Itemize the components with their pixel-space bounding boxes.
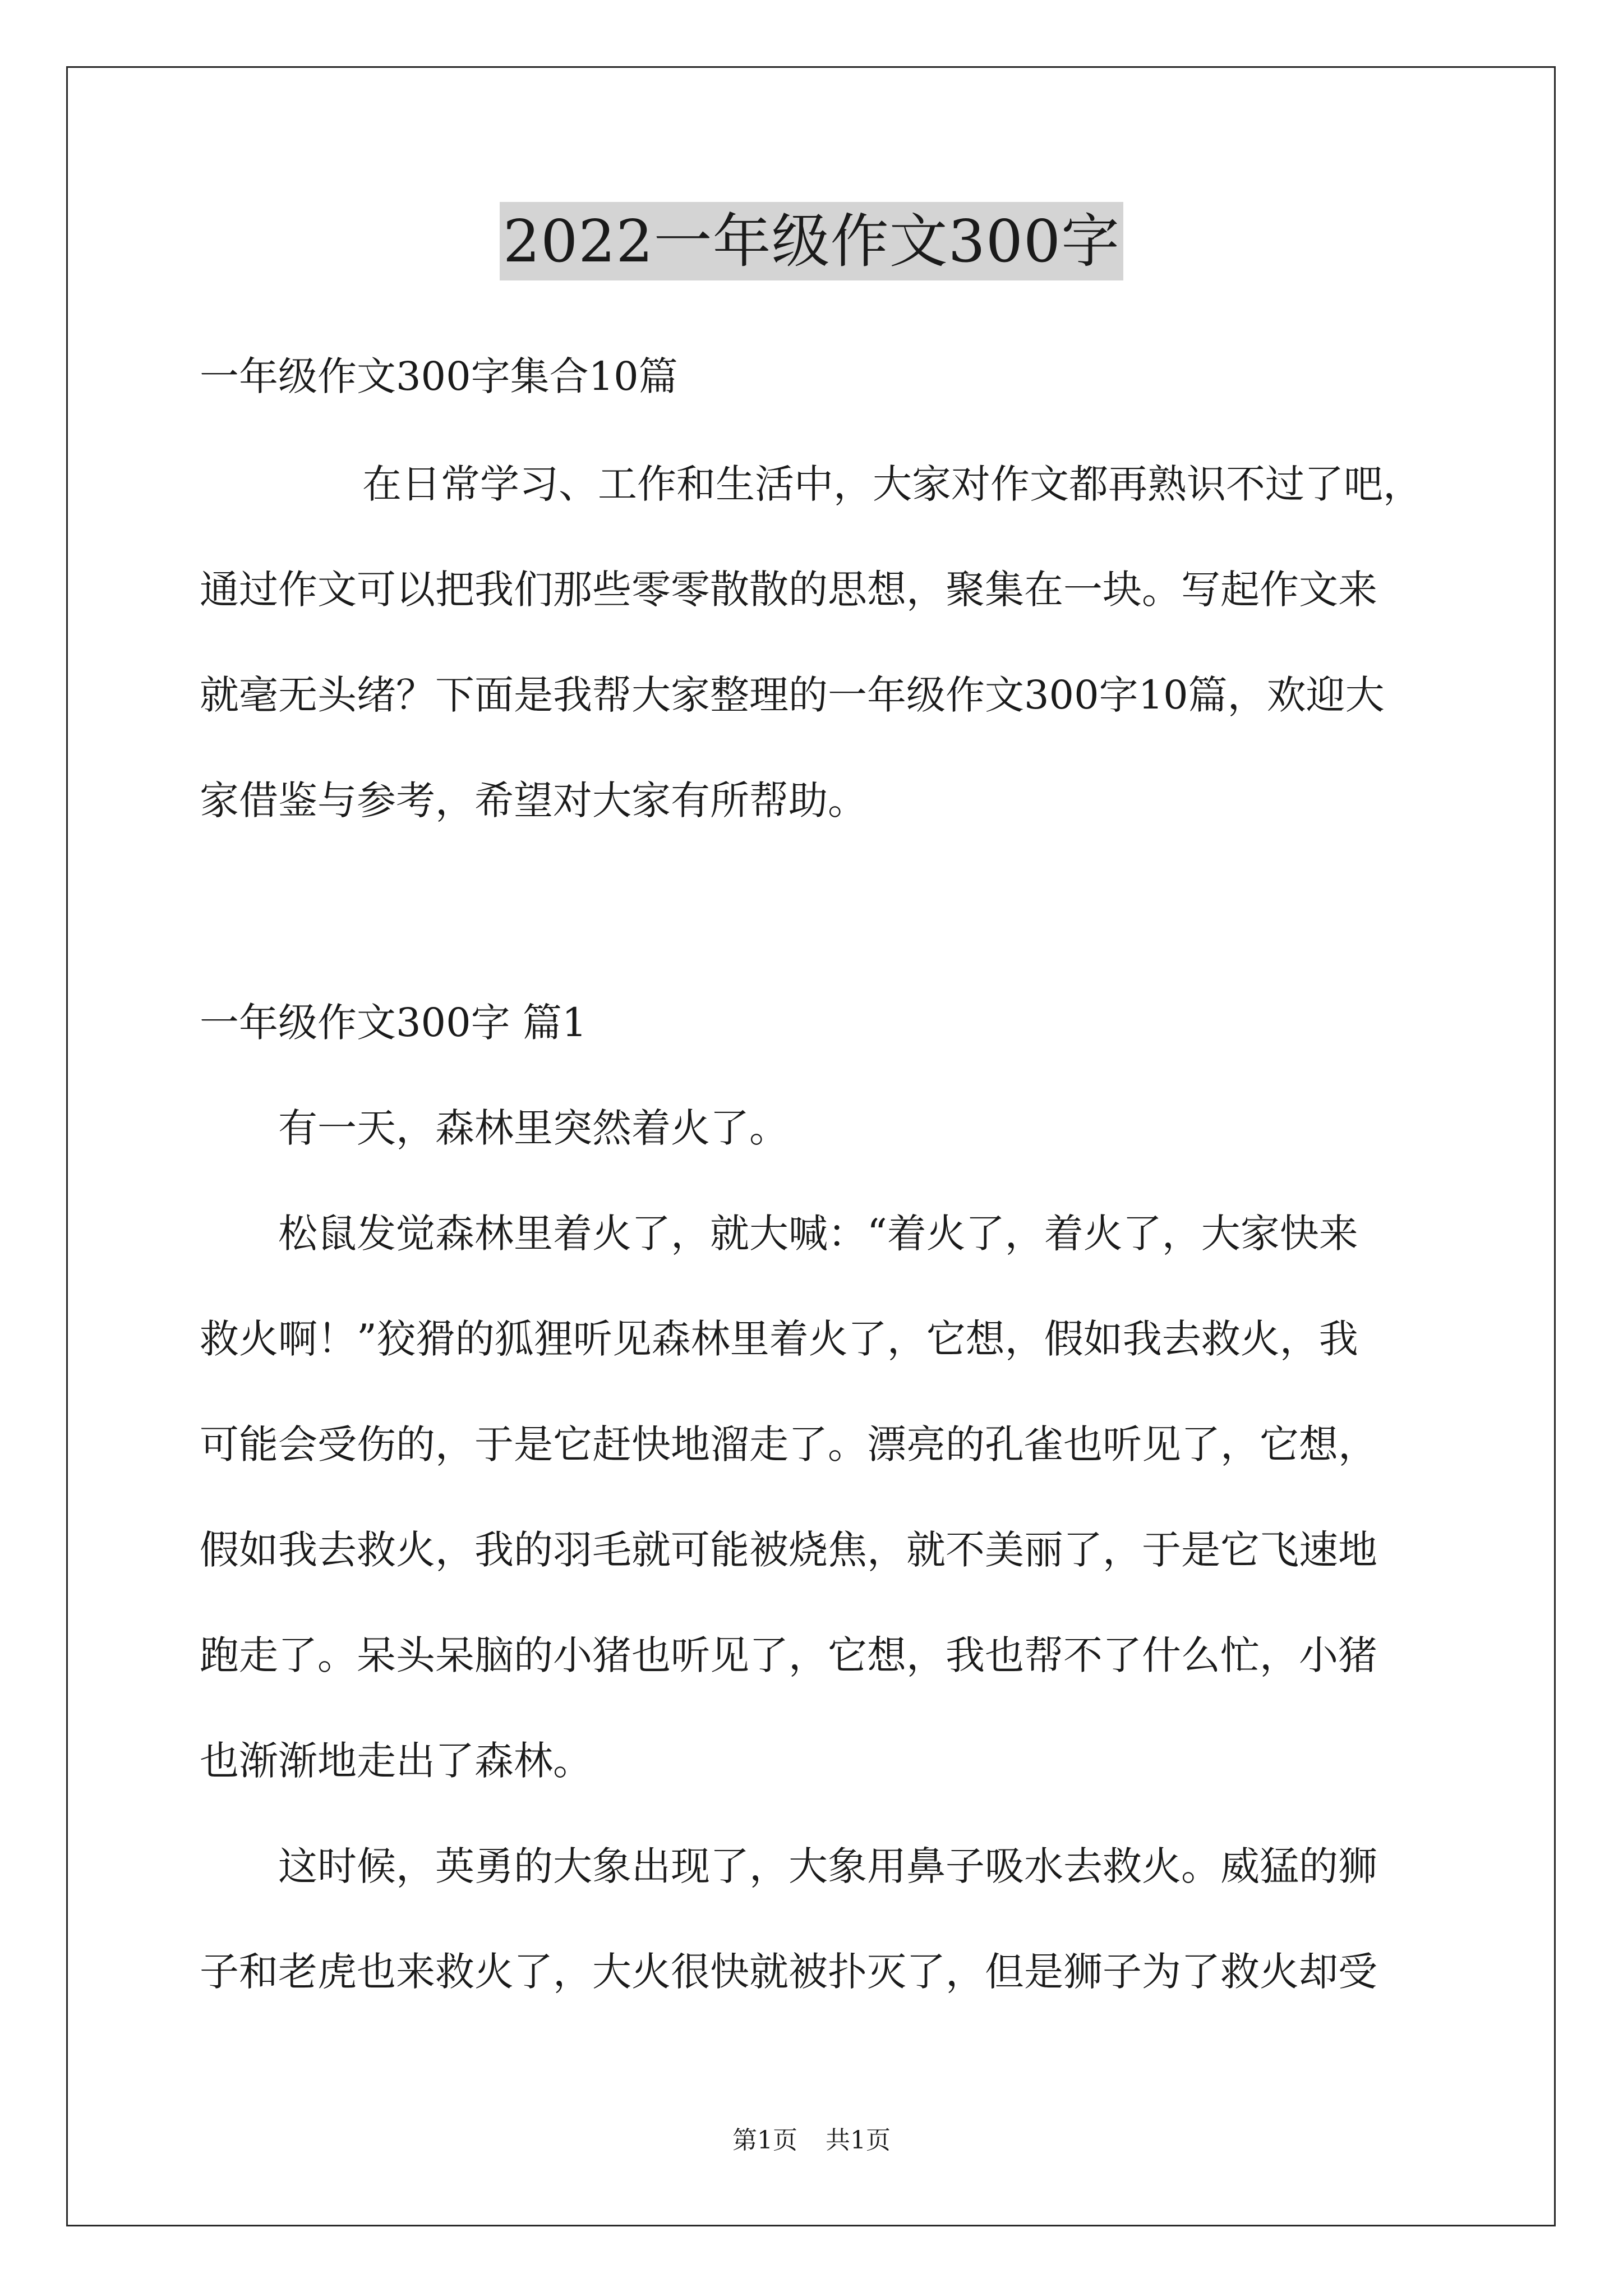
page-total: 共1页 [826, 2126, 891, 2155]
body-line-2: 松鼠发觉森林里着火了，就大喊：“着火了，着火了，大家快来 [278, 1211, 1358, 1257]
body-line-9: 子和老虎也来救火了，大火很快就被扑灭了，但是狮子为了救火却受 [200, 1949, 1377, 1995]
subtitle: 一年级作文300字集合10篇 [200, 353, 678, 399]
page-footer [0, 2126, 1623, 2155]
section-heading: 一年级作文300字 篇1 [200, 1000, 587, 1046]
intro-line-1: 在日常学习、工作和生活中，大家对作文都再熟识不过了吧， [362, 461, 1422, 507]
page-number: 第1页 [732, 2126, 797, 2155]
body-line-4: 可能会受伤的，于是它赶快地溜走了。漂亮的孔雀也听见了，它想， [200, 1421, 1377, 1467]
body-line-6: 跑走了。呆头呆脑的小猪也听见了，它想，我也帮不了什么忙，小猪 [200, 1632, 1377, 1678]
intro-line-3: 就毫无头绪？下面是我帮大家整理的一年级作文300字10篇，欢迎大 [200, 672, 1385, 718]
body-line-5: 假如我去救火，我的羽毛就可能被烧焦，就不美丽了，于是它飞速地 [200, 1527, 1377, 1573]
body-line-7: 也渐渐地走出了森林。 [200, 1738, 592, 1784]
body-line-1: 有一天，森林里突然着火了。 [278, 1105, 789, 1151]
body-line-8: 这时候，英勇的大象出现了，大象用鼻子吸水去救火。威猛的狮 [278, 1843, 1377, 1889]
intro-line-4: 家借鉴与参考，希望对大家有所帮助。 [200, 777, 867, 823]
intro-line-2: 通过作文可以把我们那些零零散散的思想，聚集在一块。写起作文来 [200, 567, 1377, 613]
document-title [0, 202, 1623, 280]
body-line-3: 救火啊！”狡猾的狐狸听见森林里着火了，它想，假如我去救火，我 [200, 1316, 1358, 1362]
title-highlight: 2022一年级作文300字 [500, 202, 1123, 280]
